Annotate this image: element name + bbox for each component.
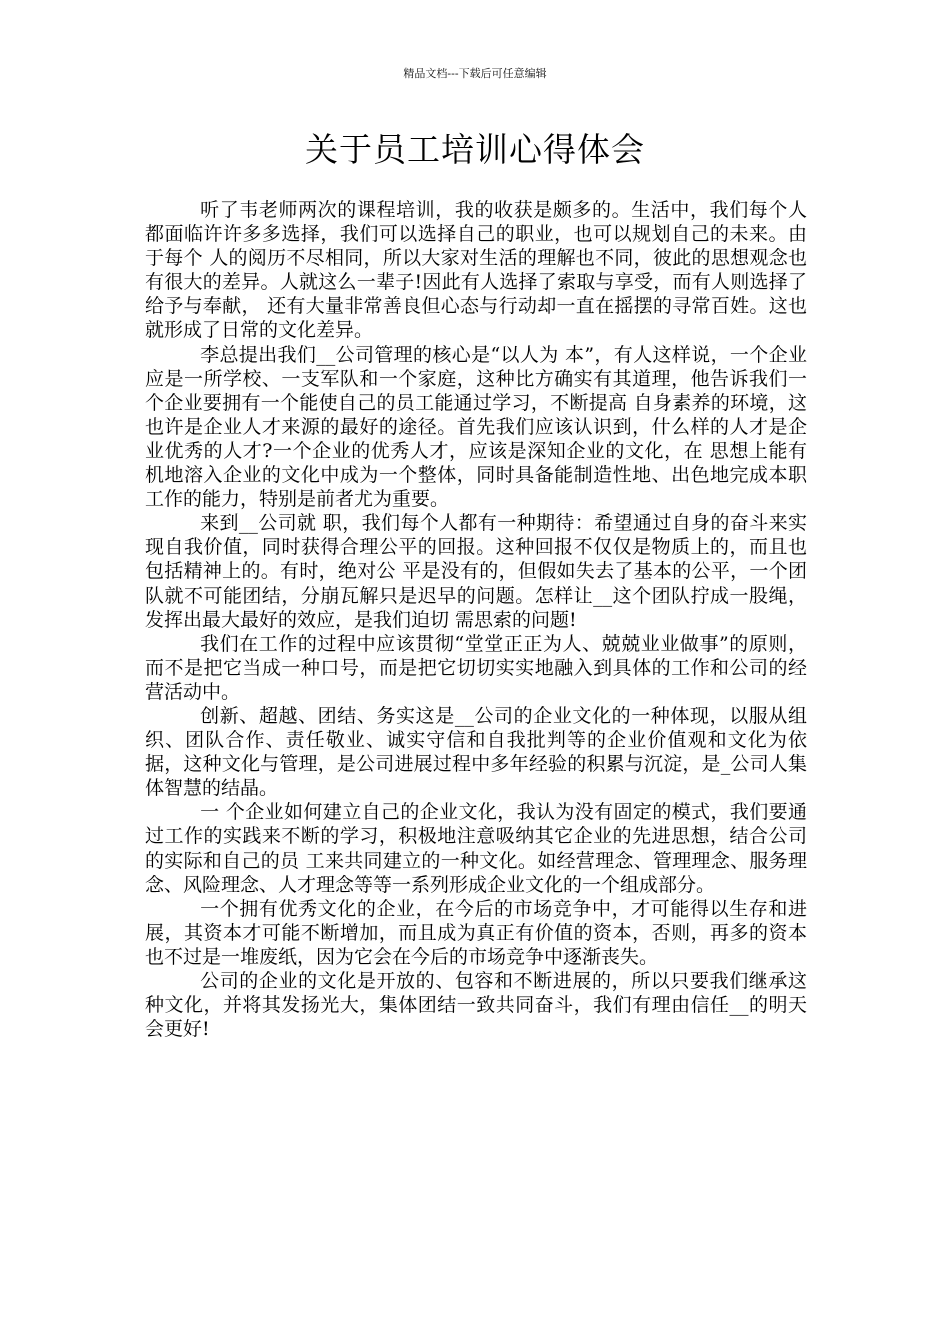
paragraph-1: 听了韦老师两次的课程培训，我的收获是颇多的。生活中，我们每个人都面临许许多多选择，我们可以选择自己的职业，也可以规划自己的未来。由于每个 人的阅历不尽相同，所以大家对生活的理解也不同，彼此的思想观念也有很大的差异。人就这么一辈子!因此有人选择了索取与享受，而有人则选择了给予与奉献， 还有大量非常善良但心态与行动却一直在摇摆的寻常百姓。这也就形成了日常的文化差异。 [145,199,807,342]
paragraph-4: 我们在工作的过程中应该贯彻“堂堂正正为人、兢兢业业做事”的原则，而不是把它当成一种口号，而是把它切切实实地融入到具体的工作和公司的经营活动中。 [145,632,807,703]
paragraph-2: 李总提出我们__公司管理的核心是“以人为 本”，有人这样说，一个企业应是一所学校、一支军队和一个家庭，这种比方确实有其道理，他告诉我们一个企业要拥有一个能使自己的员工能通过学习，不断提高 自身素养的环境，这也许是企业人才来源的最好的途径。首先我们应该认识到，什么样的人才是企业优秀的人才?一个企业的优秀人才，应该是深知企业的文化，在 思想上能有机地溶入企业的文化中成为一个整体，同时具备能制造性地、出色地完成本职工作的能力，特别是前者尤为重要。 [145,343,807,511]
paragraph-8: 公司的企业的文化是开放的、包容和不断进展的，所以只要我们继承这种文化，并将其发扬光大，集体团结一致共同奋斗，我们有理由信任__的明天会更好! [145,970,807,1041]
document-body [145,198,807,1041]
paragraph-5: 创新、超越、团结、务实这是__公司的企业文化的一种体现，以服从组织、团队合作、责任敬业、诚实守信和自我批判等的企业价值观和文化为依据，这种文化与管理，是公司进展过程中多年经验的积累与沉淀，是_公司人集体智慧的结晶。 [145,704,807,800]
paragraph-3: 来到__公司就 职，我们每个人都有一种期待：希望通过自身的奋斗来实现自我价值，同时获得合理公平的回报。这种回报不仅仅是物质上的，而且也包括精神上的。有时，绝对公 平是没有的，但假如失去了基本的公平，一个团队就不可能团结，分崩瓦解只是迟早的问题。怎样让__这个团队拧成一股绳，发挥出最大最好的效应，是我们迫切 需思索的问题! [145,512,807,631]
paragraph-7: 一个拥有优秀文化的企业，在今后的市场竞争中，才可能得以生存和进展，其资本才可能不断增加，而且成为真正有价值的资本，否则，再多的资本也不过是一堆废纸，因为它会在今后的市场竞争中逐渐丧失。 [145,897,807,968]
document-title: 关于员工培训心得体会 [305,130,645,169]
header-note: 精品文档---下载后可任意编辑 [403,67,547,80]
paragraph-6: 一 个企业如何建立自己的企业文化，我认为没有固定的模式，我们要通过工作的实践来不断的学习，积极地注意吸纳其它企业的先进思想，结合公司的实际和自己的员 工来共同建立的一种文化。如经营理念、管理理念、服务理念、风险理念、人才理念等等一系列形成企业文化的一个组成部分。 [145,801,807,896]
